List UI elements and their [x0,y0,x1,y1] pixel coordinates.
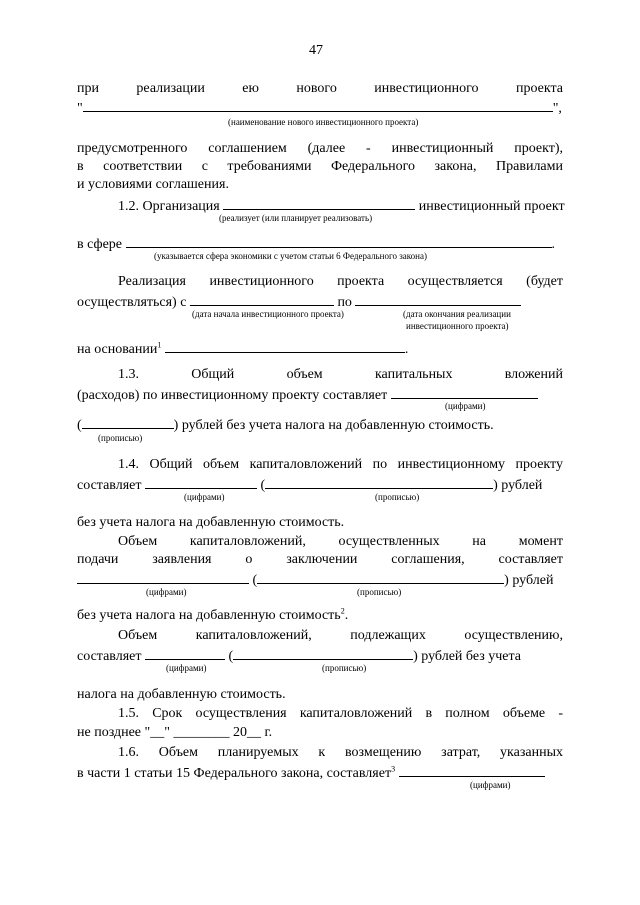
field-caption: (прописью) [98,433,143,443]
text-line: не позднее "__" ________ 20__ г. [77,725,273,740]
text-line: Объем капиталовложений, подлежащих осуществлению, [118,628,563,643]
text-line: 1.2. Организация инвестиционный проект [118,196,565,215]
blank-line [126,234,552,248]
blank-line [257,570,504,584]
field-caption: (цифрами) [184,492,225,502]
field-caption: (наименование нового инвестиционного проекта) [228,117,419,127]
blank-line [82,415,174,429]
text-line: без учета налога на добавленную стоимость$^2$. [77,606,349,623]
field-caption: (дата начала инвестиционного проекта) [192,309,344,319]
text-line: предусмотренного соглашением (далее - инвестиционный проект), [77,141,563,156]
text-line: 1.6. Объем планируемых к возмещению затрат, указанных [118,745,563,760]
text-line: ( ) рублей [77,570,553,589]
field-caption: (цифрами) [146,587,187,597]
field-caption: инвестиционного проекта) [406,321,509,331]
text-line: составляет ( ) рублей без учета [77,646,521,665]
text-line: подачи заявления о заключении соглашения, составляет [77,552,563,567]
blank-line [145,475,257,489]
text-line: в части 1 статьи 15 Федерального закона, составляет$^3$ [77,763,545,782]
blank-line [265,475,493,489]
text-line: 1.4. Общий объем капиталовложений по инвестиционному проекту [118,457,563,472]
field-caption: (прописью) [357,587,402,597]
blank-line [399,763,545,777]
blank-line [233,646,413,660]
text-line: 1.3. Общий объем капитальных вложений [118,367,563,382]
blank-line [77,570,249,584]
text-line: без учета налога на добавленную стоимость. [77,515,345,530]
text-line: 1.5. Срок осуществления капиталовложений в полном объеме - [118,706,563,721]
field-caption: (реализует (или планирует реализовать) [219,213,373,223]
field-caption: (цифрами) [166,663,207,673]
field-caption: (цифрами) [470,780,511,790]
text-line: составляет ( ) рублей [77,475,542,494]
page-number: 47 [309,43,323,58]
field-caption: (указывается сфера экономики с учетом статьи 6 Федерального закона) [154,251,427,261]
text-line: осуществляться) с по [77,292,521,311]
text-line: на основании$^1$ . [77,340,409,357]
field-caption: (дата окончания реализации [403,309,511,319]
blank-line [83,98,553,112]
text-line: и условиями соглашения. [77,177,229,192]
text-line: при реализации ею нового инвестиционного проекта [77,81,563,96]
text-line: в соответствии с требованиями Федерального закона, Правилами [77,159,563,174]
field-caption: (прописью) [375,492,420,502]
text-line: Объем капиталовложений, осуществленных на момент [118,534,563,549]
field-caption: (цифрами) [445,401,486,411]
text-line: Реализация инвестиционного проекта осуществляется (будет [118,274,563,289]
blank-line [165,339,405,353]
field-caption: (прописью) [322,663,367,673]
blank-line [391,385,538,399]
text-line: в сфере . [77,234,555,253]
blank-line [190,292,334,306]
blank-line [145,646,225,660]
text-line: ( ) рублей без учета налога на добавленную стоимость. [77,415,494,434]
blank-line [223,196,415,210]
text-line: " ", [77,98,562,117]
text-line: налога на добавленную стоимость. [77,687,286,702]
blank-line [355,292,521,306]
text-line: (расходов) по инвестиционному проекту составляет [77,385,538,404]
